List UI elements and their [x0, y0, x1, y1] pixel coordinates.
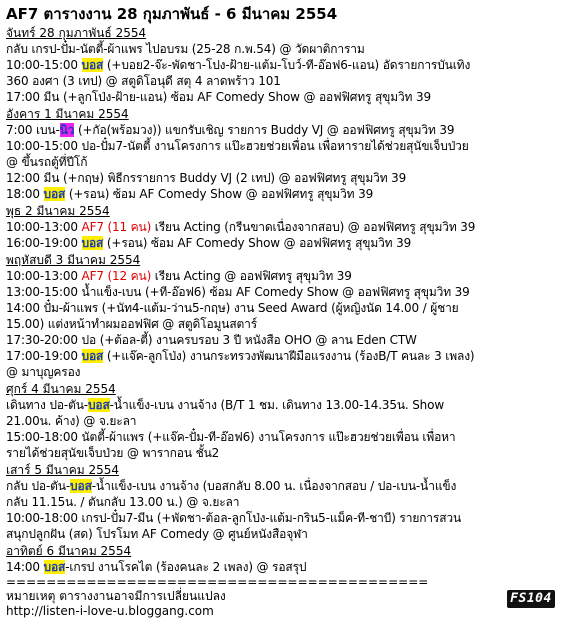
schedule-line — [6, 559, 558, 575]
schedule-line — [6, 478, 558, 494]
group-count: AF7 (11 คน) — [81, 220, 152, 234]
schedule-line — [6, 413, 558, 429]
line-text: 10:00-13:00 — [6, 269, 82, 283]
day-heading: เสาร์ 5 มีนาคม 2554 — [6, 463, 120, 477]
schedule-line — [6, 186, 558, 202]
watermark-logo: FS104 — [507, 590, 555, 608]
schedule-line — [6, 526, 558, 542]
line-text: กลับ เกรป-ปั๋ม-นัตตี้-ผ้าแพร ไปอบรม (25-28 ก.พ.54) @ วัดผาติการาม — [6, 42, 365, 56]
day-section — [6, 543, 558, 575]
schedule-line — [6, 122, 558, 138]
group-count: AF7 (12 คน) — [81, 269, 152, 283]
day-heading: ศุกร์ 4 มีนาคม 2554 — [6, 382, 116, 396]
line-text: 10:00-18:00 เกรป-ปั๋ม7-มีน (+พัดชา-ต้อล-ลูกโป่ง-แต้ม-กริน5-แม็ค-ที-ชาบี) รายการสวน — [6, 511, 462, 525]
day-section — [6, 252, 558, 380]
line-text: เดินทาง ปอ-ตัน- — [6, 398, 88, 412]
footer-note: หมายเหตุ ตารางงานอาจมีการเปลี่ยนแปลง — [6, 589, 226, 603]
line-text: สนุกปลูกฝัน (สด) โปรโมท AF Comedy @ ศูนย์หนังสือจุฬา — [6, 527, 308, 541]
day-section — [6, 25, 558, 105]
line-text: 7:00 เบน- — [6, 123, 60, 137]
day-heading: อังคาร 1 มีนาคม 2554 — [6, 107, 129, 121]
schedule-line — [6, 397, 558, 413]
schedule-line — [6, 41, 558, 57]
schedule-line — [6, 138, 558, 154]
highlighted-name: บอส — [81, 58, 104, 72]
day-section — [6, 203, 558, 251]
highlighted-name: บอส — [87, 398, 110, 412]
schedule-line — [6, 348, 558, 364]
line-text: 17:00 มีน (+ลูกโป่ง-ฝ้าย-แอน) ซ้อม AF Comedy Show @ ออฟฟิศทรู สุขุมวิท 39 — [6, 90, 431, 104]
schedule-line — [6, 332, 558, 348]
schedule-line — [6, 170, 558, 186]
line-text: 15.00) แต่งหน้าทำผมออฟฟิศ @ สตูดิโอมูนสตาร์ — [6, 317, 258, 331]
line-text: -น้ำแข็ง-เบน งานจ้าง (บอสกลับ 8.00 น. เนื่องจากสอบ / ปอ-เบน-น้ำแข็ง — [91, 479, 457, 493]
schedule-line — [6, 284, 558, 300]
line-text: -น้ำแข็ง-เบน งานจ้าง (B/T 1 ชม. เดินทาง 13.00-14.35น. Show — [109, 398, 444, 412]
line-text: @ มาบุญครอง — [6, 365, 81, 379]
footer-url[interactable]: http://listen-i-love-u.bloggang.com — [6, 604, 214, 618]
schedule-line — [6, 57, 558, 73]
line-text: เรียน Acting @ ออฟฟิศทรู สุขุมวิท 39 — [151, 269, 352, 283]
line-text: รายได้ช่วยสุนัขเจ็บป่วย @ พารากอน ชั้น2 — [6, 446, 220, 460]
schedule-line — [6, 364, 558, 380]
line-text: 15:00-18:00 นัตตี้-ผ้าแพร (+แจ๊ค-ปั๋ม-ที-อ๊อฟ6) งานโครงการ แป๊ะฮวยช่วยเพื่อน เพื่อหา — [6, 430, 456, 444]
highlighted-name: นิว — [59, 123, 75, 137]
line-text: กลับ ปอ-ตัน- — [6, 479, 71, 493]
day-section — [6, 106, 558, 202]
line-text: 16:00-19:00 — [6, 236, 82, 250]
schedule-line — [6, 73, 558, 89]
day-heading: จันทร์ 28 กุมภาพันธ์ 2554 — [6, 26, 147, 40]
day-heading: พุธ 2 มีนาคม 2554 — [6, 204, 110, 218]
schedule-line — [6, 235, 558, 251]
line-text: 13:00-15:00 น้ำแข็ง-เบน (+ที-อ๊อฟ6) ซ้อม AF Comedy Show @ ออฟฟิศทรู สุขุมวิท 39 — [6, 285, 470, 299]
line-text: (+รอน) ซ้อม AF Comedy Show @ ออฟฟิศทรู สุขุมวิท 39 — [103, 236, 412, 250]
line-text: 18:00 — [6, 187, 44, 201]
schedule-line — [6, 429, 558, 445]
page-title: AF7 ตารางงาน 28 กุมภาพันธ์ - 6 มีนาคม 2554 — [6, 5, 338, 23]
day-section — [6, 381, 558, 461]
line-text: (+แจ๊ค-ลูกโป่ง) งานกระทรวงพัฒนาฝีมือแรงงาน (ร้องB/T คนละ 3 เพลง) — [103, 349, 475, 363]
highlighted-name: บอส — [81, 236, 104, 250]
line-text: 10:00-13:00 — [6, 220, 82, 234]
schedule-line — [6, 494, 558, 510]
line-text: 360 องศา (3 เทป) @ สตูดิโอนุดี สตุ 4 ลาดพร้าว 101 — [6, 74, 281, 88]
line-text: @ ขึ้นรถตู้ที่ปีโก้ — [6, 155, 88, 169]
highlighted-name: บอส — [43, 187, 66, 201]
line-text: กลับ 11.15น. / ตันกลับ 13.00 น.) @ จ.ยะลา — [6, 495, 240, 509]
schedule-line — [6, 89, 558, 105]
line-text: (+รอน) ซ้อม AF Comedy Show @ ออฟฟิศทรู สุขุมวิท 39 — [65, 187, 374, 201]
line-text: 21.00น. ค้าง) @ จ.ยะลา — [6, 414, 137, 428]
line-text: 12:00 มีน (+กฤษ) พิธีกรรายการ Buddy VJ (2 เทป) @ ออฟฟิศทรู สุขุมวิท 39 — [6, 171, 407, 185]
schedule-line — [6, 300, 558, 316]
day-heading: อาทิตย์ 6 มีนาคม 2554 — [6, 544, 132, 558]
highlighted-name: บอส — [43, 560, 66, 574]
schedule-line — [6, 154, 558, 170]
schedule-line — [6, 268, 558, 284]
line-text: เรียน Acting (กรีนขาดเนื่องจากสอบ) @ ออฟฟิศทรู สุขุมวิท 39 — [151, 220, 476, 234]
highlighted-name: บอส — [81, 349, 104, 363]
line-text: 10:00-15:00 ปอ-ปั๋ม7-นัตตี้ งานโครงการ แป๊ะฮวยช่วยเพื่อน เพื่อหารายได้ช่วยสุนัขเจ็บป่วย — [6, 139, 469, 153]
schedule-document — [6, 4, 558, 619]
schedule-line — [6, 316, 558, 332]
day-heading: พฤหัสบดี 3 มีนาคม 2554 — [6, 253, 141, 267]
line-text: (+กัอ(พร้อมวง)) แขกรับเชิญ รายการ Buddy VJ @ ออฟฟิศทรู สุขุมวิท 39 — [74, 123, 455, 137]
highlighted-name: บอส — [70, 479, 92, 493]
schedule-line — [6, 445, 558, 461]
line-text: 14:00 ปั๋ม-ผ้าแพร (+นัท4-แต้ม-ว่าน5-กฤษ) งาน Seed Award (ผู้หญิงนัด 14.00 / ผู้ชาย — [6, 301, 459, 315]
separator: ========================================== — [6, 575, 429, 589]
day-section — [6, 462, 558, 542]
schedule-line — [6, 510, 558, 526]
line-text: 17:30-20:00 ปอ (+ต้อล-ตี้) งานครบรอบ 3 ปี หนังสือ OHO @ ลาน Eden CTW — [6, 333, 417, 347]
schedule-line — [6, 219, 558, 235]
line-text: 10:00-15:00 — [6, 58, 82, 72]
line-text: -เกรป งานโรคไต (ร้องคนละ 2 เพลง) @ รอสรุป — [65, 560, 307, 574]
line-text: (+บอย2-จ๊ะ-พัดชา-โปง-ฝ้าย-แต้ม-โบว์-ที-อ๊อฟ6-แอน) อัดรายการบันเทิง — [103, 58, 471, 72]
days-container — [6, 25, 558, 575]
line-text: 14:00 — [6, 560, 44, 574]
line-text: 17:00-19:00 — [6, 349, 82, 363]
